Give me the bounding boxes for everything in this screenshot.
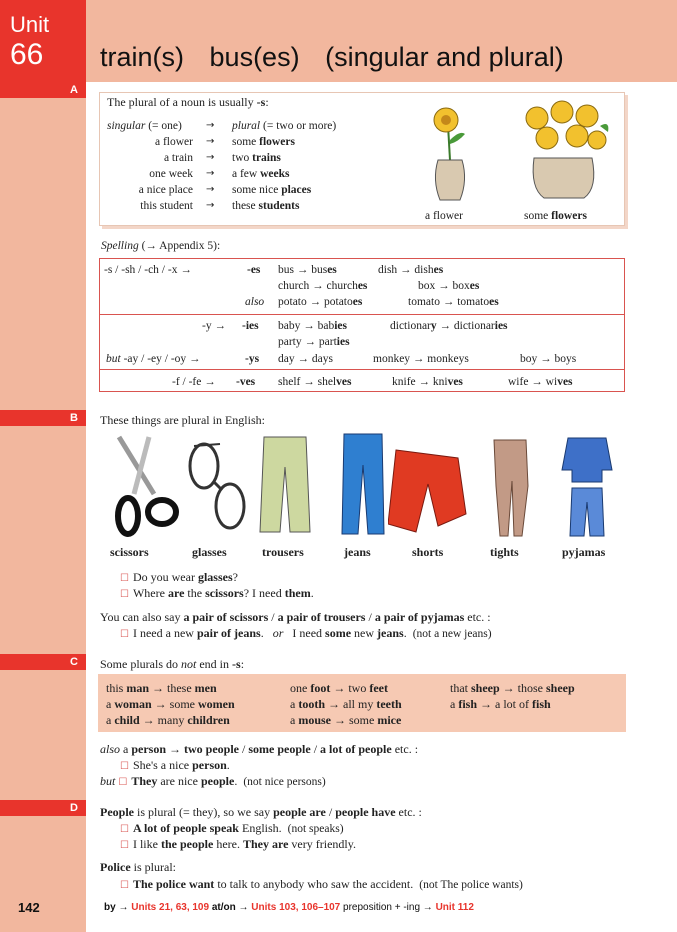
spell-end-4: -ves: [236, 376, 256, 388]
singular-2: one week: [149, 168, 193, 180]
spell-rule-3: but -ay / -ey / -oy →: [106, 353, 201, 365]
section-d-tab: D: [0, 800, 86, 816]
plural-header: plural (= two or more): [232, 120, 337, 132]
spell-end-3: -ys: [245, 353, 260, 365]
plural-4: these students: [232, 200, 300, 212]
title-part2: bus(es): [209, 42, 300, 72]
title-part1: train(s): [100, 42, 185, 72]
spell-end-2: -ies: [242, 320, 259, 332]
scissors-icon: [104, 432, 184, 540]
spell-word: day → days: [278, 353, 333, 365]
example-police: ☐ The police want to talk to anybody who saw the accident. (not The police wants): [120, 877, 523, 891]
label-scissors: scissors: [110, 545, 149, 559]
spell-word: monkey → monkeys: [373, 353, 469, 365]
section-c-tab: C: [0, 654, 86, 670]
link-units-103[interactable]: Units 103, 106–107: [251, 902, 341, 913]
section-a-tab: A: [0, 82, 86, 98]
example-jeans: ☐ I need a new pair of jeans. or I need some new jeans. (not a new jeans): [120, 626, 492, 640]
shorts-icon: [388, 444, 468, 536]
link-unit-112[interactable]: Unit 112: [435, 902, 474, 913]
spell-word: party → parties: [278, 336, 350, 348]
label-shorts: shorts: [412, 545, 444, 559]
plural-2: a few weeks: [232, 168, 290, 180]
person-people-note: also a person → two people / some people / a lot of people etc. :: [100, 742, 419, 756]
page-title: [100, 42, 582, 73]
spell-word: knife → knives: [392, 376, 463, 388]
label-trousers: trousers: [262, 545, 304, 559]
spell-word: dish → dishes: [378, 264, 444, 276]
trousers-icon: [254, 432, 316, 540]
spell-word: tomato → tomatoes: [408, 296, 499, 308]
unit-label: Unit: [10, 12, 50, 37]
unit-number: 66: [10, 38, 44, 71]
plural-1: two trains: [232, 152, 281, 164]
example-glasses: ☐ Do you wear glasses?: [120, 570, 238, 584]
caption-a-flower: a flower: [425, 210, 463, 222]
spell-word: bus → buses: [278, 264, 337, 276]
singular-1: a train: [163, 152, 193, 164]
irregular-item: one foot → two feet: [290, 681, 388, 695]
spell-rule-4: -f / -fe →: [172, 376, 216, 388]
one-flower-illustration: [420, 100, 480, 205]
irregular-item: that sheep → those sheep: [450, 681, 575, 695]
link-units-21[interactable]: Units 21, 63, 109: [131, 902, 210, 913]
spell-word: baby → babies: [278, 320, 347, 332]
title-part3: (singular and plural): [325, 42, 564, 72]
spelling-label: Spelling (→ Appendix 5):: [101, 240, 221, 252]
label-glasses: glasses: [192, 545, 227, 559]
singular-4: this student: [140, 200, 193, 212]
irregular-item: a tooth → all my teeth: [290, 697, 402, 711]
police-note: Police is plural:: [100, 860, 176, 874]
irregular-item: this man → these men: [106, 681, 217, 695]
plural-0: some flowers: [232, 136, 295, 148]
label-pyjamas: pyjamas: [562, 545, 606, 559]
section-c-intro: Some plurals do not end in -s:: [100, 657, 245, 671]
sidebar: [0, 0, 86, 932]
spell-word: dictionary → dictionaries: [390, 320, 508, 332]
spell-word: church → churches: [278, 280, 368, 292]
spell-rule-1: -s / -sh / -ch / -x →: [104, 264, 192, 276]
spell-word: wife → wives: [508, 376, 573, 388]
example-scissors: ☐ Where are the scissors? I need them.: [120, 586, 314, 600]
caption-some-flowers: some flowers: [524, 210, 587, 222]
section-b-tab: B: [0, 410, 86, 426]
irregular-item: a fish → a lot of fish: [450, 697, 551, 711]
jeans-icon: [338, 430, 388, 540]
label-tights: tights: [490, 545, 519, 559]
irregular-item: a mouse → some mice: [290, 713, 402, 727]
unit-box: [0, 0, 86, 82]
some-flowers-illustration: [512, 98, 612, 206]
example-person: ☐ She's a nice person.: [120, 758, 230, 772]
example-people-here: ☐ I like the people here. They are very friendly.: [120, 837, 356, 851]
spell-rule-2: -y →: [202, 320, 226, 332]
pair-of-note: You can also say a pair of scissors / a pair of trousers / a pair of pyjamas etc. :: [100, 610, 491, 624]
spell-also: also: [245, 296, 265, 308]
footer-references: by → Units 21, 63, 109 at/on → Units 103, 106–107 preposition + -ing → Unit 112: [104, 902, 474, 913]
tights-icon: [488, 436, 534, 542]
label-jeans: jeans: [344, 545, 371, 559]
spell-word: box → boxes: [418, 280, 480, 292]
spell-word: potato → potatoes: [278, 296, 363, 308]
spell-word: shelf → shelves: [278, 376, 352, 388]
spell-word: boy → boys: [520, 353, 577, 365]
page-number: 142: [18, 900, 40, 915]
plural-3: some nice places: [232, 184, 312, 196]
example-people: but ☐ They are nice people. (not nice persons): [100, 774, 326, 788]
singular-header: singular (= one): [107, 120, 182, 132]
example-people-speak: ☐ A lot of people speak English. (not speaks): [120, 821, 344, 835]
glasses-icon: [184, 436, 254, 538]
singular-0: a flower: [155, 136, 193, 148]
pyjamas-icon: [560, 430, 614, 540]
section-d-intro: People is plural (= they), so we say people are / people have etc. :: [100, 805, 422, 819]
singular-3: a nice place: [138, 184, 193, 196]
irregular-item: a woman → some women: [106, 697, 235, 711]
section-b-intro: These things are plural in English:: [100, 413, 265, 427]
spell-end-1: -es: [247, 264, 261, 276]
section-a-intro: The plural of a noun is usually -s:: [107, 95, 269, 109]
irregular-item: a child → many children: [106, 713, 230, 727]
